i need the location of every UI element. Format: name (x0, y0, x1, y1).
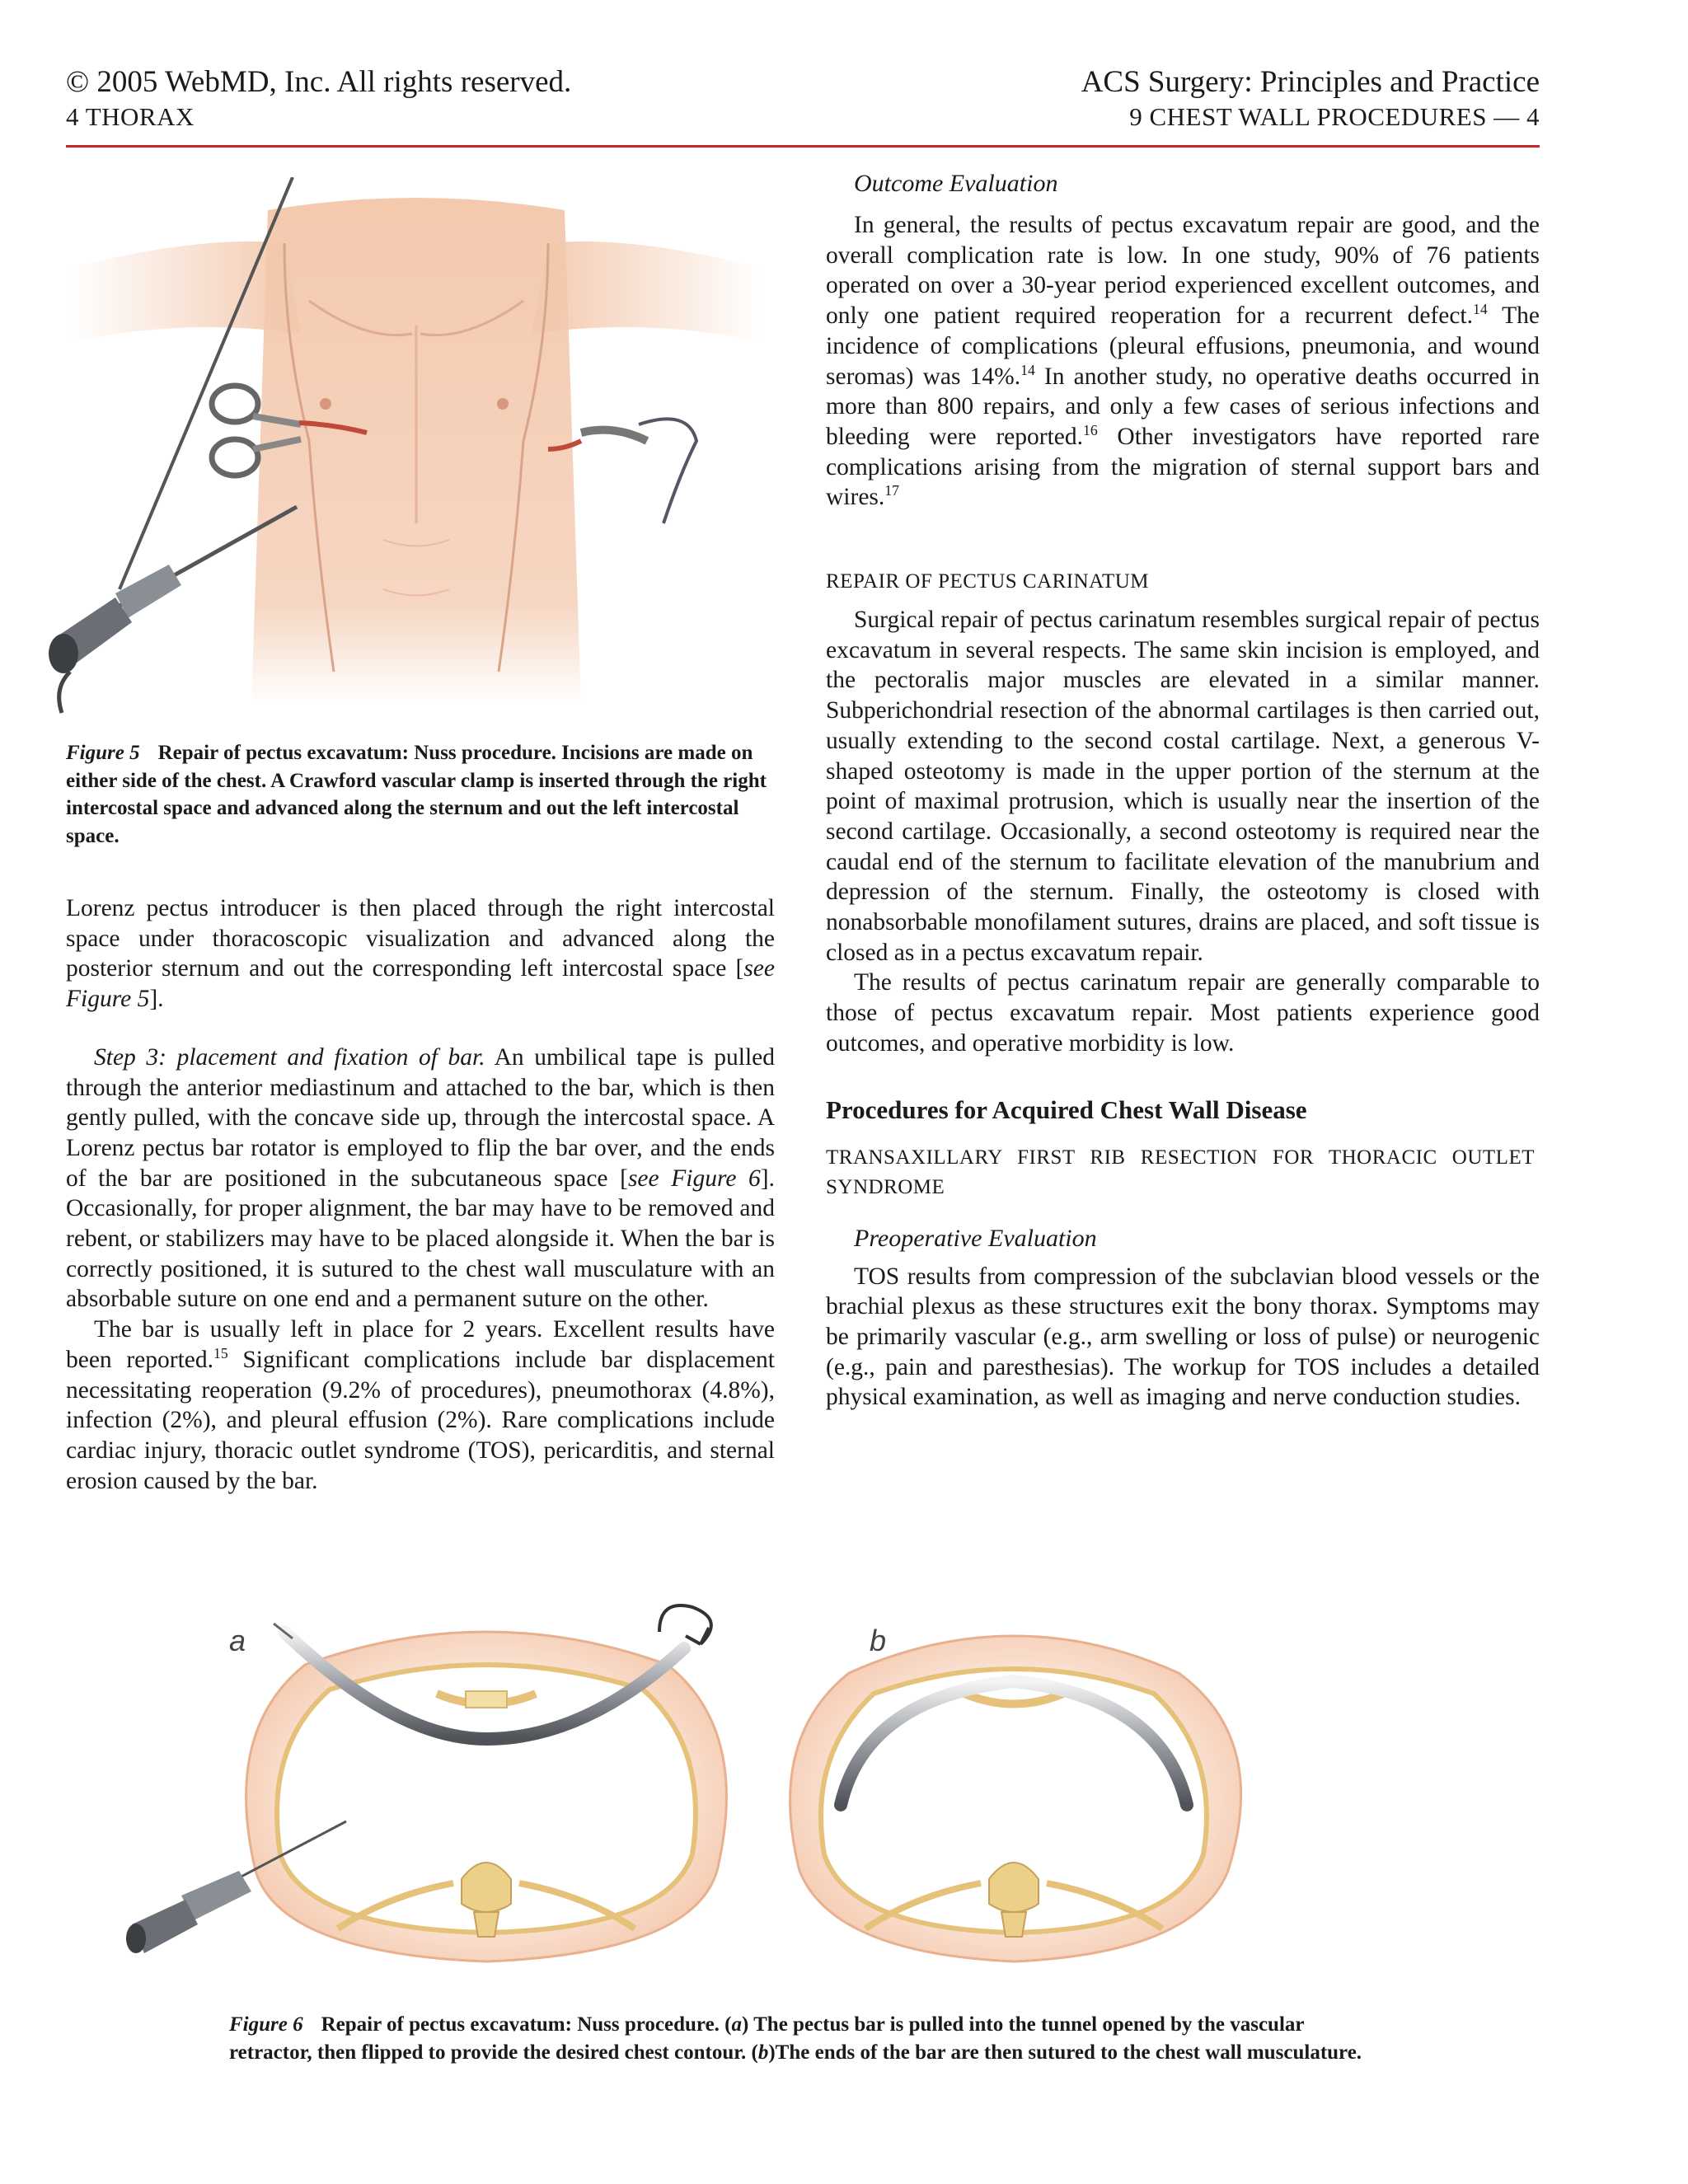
carinatum-heading: REPAIR OF PECTUS CARINATUM (826, 570, 1150, 593)
figure-6-panel-a-label: a (229, 1624, 246, 1657)
figure-6-caption: Figure 6 Repair of pectus excavatum: Nuss procedure. (a) The pectus bar is pulled into the tunnel opened by the vascular retractor, then flipped to provide the desired chest contour. (b)The ends of the bar are then sutured to the chest wall musculature. (229, 2013, 1362, 2064)
copyright-notice: © 2005 WebMD, Inc. All rights reserved. (66, 65, 572, 99)
running-header-left (66, 64, 571, 138)
figure-6-reference: see Figure 6 (627, 1165, 761, 1192)
left-column (66, 893, 775, 1496)
citation-17: 17 (884, 482, 899, 499)
paragraph-introducer: Lorenz pectus introducer is then placed through the right intercostal space under thoracoscopic visualization and advanced along the posterior sternum and out the corresponding left intercostal space [see Figure 5]. (66, 895, 775, 1013)
paragraph-carinatum: Surgical repair of pectus carinatum resembles surgical repair of pectus excavatum in several respects. The same skin incision is employed, and the pectoralis major muscles are elevated in a similar manner. Subperichondrial resection of the abnormal cartilages is then carried out, usually extending to the second costal cartilage. Next, a generous V-shaped osteotomy is made in the upper portion of the sternum at the point of maximal protrusion, which is usually near the insertion of the second cartilage. Occasionally, a second osteotomy is required near the caudal end of the sternum to facilitate elevation of the manubrium and depression of the sternum. Finally, the osteotomy is closed with nonabsorbable monofilament sutures, drains are placed, and soft tissue is closed as in a pectus excavatum repair. (826, 607, 1540, 966)
figure-5-reference: see Figure 5 (66, 955, 775, 1013)
paragraph-step-3: Step 3: placement and fixation of bar. An umbilical tape is pulled through the anterior mediastinum and attached to the bar, which is then gently pulled, with the concave side up, through the intercostal space. A Lorenz pectus bar rotator is employed to flip the bar over, and the ends of the bar are positioned in the subcutaneous space [see Figure 6]. Occasionally, for proper alignment, the bar may have to be removed and rebent, or stabilizers may have to be placed alongside it. When the bar is correctly positioned, it is sutured to the chest wall musculature with an absorbable suture on one end and a permanent suture on the other. (66, 1043, 776, 1313)
figure-5-illustration (37, 177, 795, 721)
acquired-disease-heading: Procedures for Acquired Chest Wall Disease (826, 1094, 1307, 1124)
figure-5-caption (66, 739, 775, 850)
running-header-right (1081, 64, 1540, 138)
right-column (826, 169, 1540, 1413)
figure-5-label: Figure 5 (66, 742, 140, 764)
outcome-evaluation-heading: Outcome Evaluation (854, 170, 1058, 197)
paragraph-carinatum-results: The results of pectus carinatum repair are generally comparable to those of pectus excavatum repair. Most patients experience good outcomes, and operative morbidity is low. (826, 969, 1540, 1057)
citation-14b: 14 (1020, 361, 1035, 378)
section-label: 4 THORAX (66, 102, 195, 131)
citation-15: 15 (213, 1345, 228, 1362)
book-title: ACS Surgery: Principles and Practice (1081, 65, 1540, 99)
panel-b-cross-section (790, 1636, 1241, 1961)
figure-6-label: Figure 6 (229, 2013, 303, 2036)
citation-16: 16 (1082, 422, 1098, 439)
tos-heading: TRANSAXILLARY FIRST RIB RESECTION FOR THORACIC OUTLET SYNDROME (826, 1146, 1535, 1198)
paragraph-bar-results: The bar is usually left in place for 2 years. Excellent results have been reported.$^{15}$ Significant complications include bar displacement necessitating reoperation (9.2% of procedures), pneumothorax (4.8%), infection (2%), and pleural effusion (2%). Rare complications include cardiac injury, thoracic outlet syndrome (TOS), pericarditis, and sternal erosion caused by the bar. (66, 1316, 776, 1494)
figure-5-caption-text: Repair of pectus excavatum: Nuss procedure. Incisions are made on either side of the chest. A Crawford vascular clamp is inserted through the right intercostal space and advanced along the sternum and out the left intercostal space. (66, 742, 767, 847)
paragraph-tos: TOS results from compression of the subclavian blood vessels or the brachial plexus as these structures exit the bony thorax. Symptoms may be primarily vascular (e.g., arm swelling or loss of pulse) or neurogenic (e.g., pain and paresthesias). The workup for TOS includes a detailed physical examination, as well as imaging and nerve conduction studies. (826, 1263, 1540, 1411)
citation-14a: 14 (1473, 301, 1488, 318)
figure-6-illustration (124, 1599, 1409, 1986)
panel-a-cross-section (126, 1605, 726, 1961)
preoperative-evaluation-heading: Preoperative Evaluation (854, 1224, 1097, 1252)
chapter-label: 9 CHEST WALL PROCEDURES — 4 (1129, 102, 1540, 131)
header-rule (66, 145, 1540, 148)
figure-6-panel-b-label: b (870, 1624, 887, 1657)
paragraph-outcome: In general, the results of pectus excavatum repair are good, and the overall complication rate is low. In one study, 90% of 76 patients operated on over a 30-year period experienced excellent outcomes, and only one patient required reoperation for a recurrent defect.$^{14}$ The incidence of complications (pleural effusions, pneumonia, and wound seromas) was 14%.$^{14}$ In another study, no operative deaths occurred in more than 800 repairs, and only a few cases of serious infections and bleeding were reported.$^{16}$ Other investigators have reported rare complications arising from the migration of sternal support bars and wires.$^{17}$ (826, 212, 1540, 511)
step-3-title: Step 3: placement and fixation of bar. (94, 1043, 485, 1071)
